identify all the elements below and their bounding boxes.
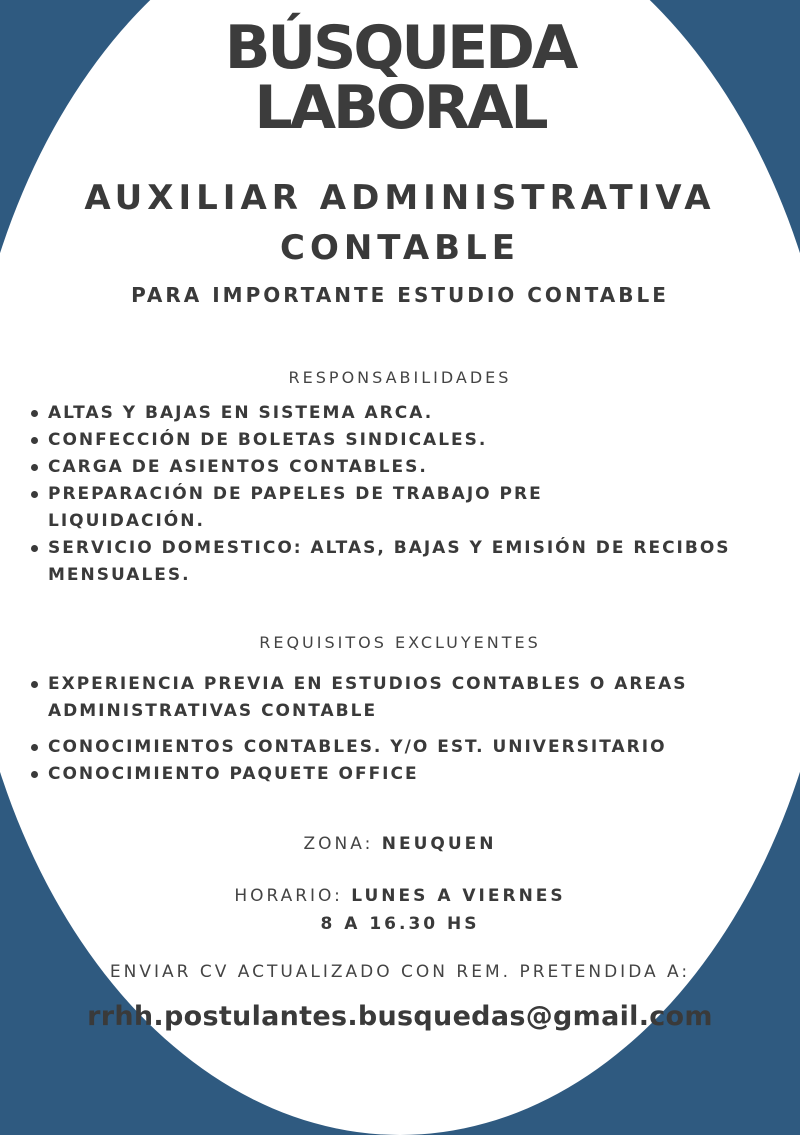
- contact-instruction: ENVIAR CV ACTUALIZADO CON REM. PRETENDIDA A:: [109, 962, 691, 982]
- list-item: CARGA DE ASIENTOS CONTABLES.: [30, 454, 790, 481]
- list-item: ALTAS Y BAJAS EN SISTEMA ARCA.: [30, 400, 790, 427]
- job-title: [0, 173, 800, 273]
- zone-line: [0, 830, 800, 858]
- responsibilities-list: [30, 400, 790, 589]
- schedule-label: HORARIO:: [234, 886, 343, 906]
- requirements-heading: REQUISITOS EXCLUYENTES: [259, 633, 541, 652]
- list-item: SERVICIO DOMESTICO: ALTAS, BAJAS Y EMISIÓN DE RECIBOS MENSUALES.: [30, 535, 748, 589]
- headline-line-1: BÚSQUEDA: [224, 13, 576, 83]
- schedule-value-2: 8 A 16.30 HS: [320, 914, 480, 934]
- headline-line-2: LABORAL: [254, 73, 546, 143]
- zone-label: ZONA:: [303, 834, 374, 854]
- schedule-value-1: LUNES A VIERNES: [351, 886, 566, 906]
- list-item: CONOCIMIENTOS CONTABLES. Y/O EST. UNIVERSITARIO: [30, 734, 790, 761]
- list-item: EXPERIENCIA PREVIA EN ESTUDIOS CONTABLES O AREAS ADMINISTRATIVAS CONTABLE: [30, 671, 728, 725]
- job-title-line-2: CONTABLE: [280, 228, 520, 268]
- list-item: CONFECCIÓN DE BOLETAS SINDICALES.: [30, 427, 790, 454]
- schedule-line: [0, 882, 800, 910]
- responsibilities-heading: RESPONSABILIDADES: [288, 368, 512, 387]
- requirements-list: [30, 671, 790, 788]
- list-item: CONOCIMIENTO PAQUETE OFFICE: [30, 761, 790, 788]
- job-title-line-1: AUXILIAR ADMINISTRATIVA: [84, 178, 716, 218]
- job-subtitle: PARA IMPORTANTE ESTUDIO CONTABLE: [131, 283, 669, 307]
- contact-email: rrhh.postulantes.busquedas@gmail.com: [87, 1001, 713, 1032]
- schedule-hours: [0, 910, 800, 938]
- headline: [0, 13, 800, 143]
- list-item: PREPARACIÓN DE PAPELES DE TRABAJO PRE LIQUIDACIÓN.: [30, 481, 648, 535]
- zone-value: NEUQUEN: [381, 834, 497, 854]
